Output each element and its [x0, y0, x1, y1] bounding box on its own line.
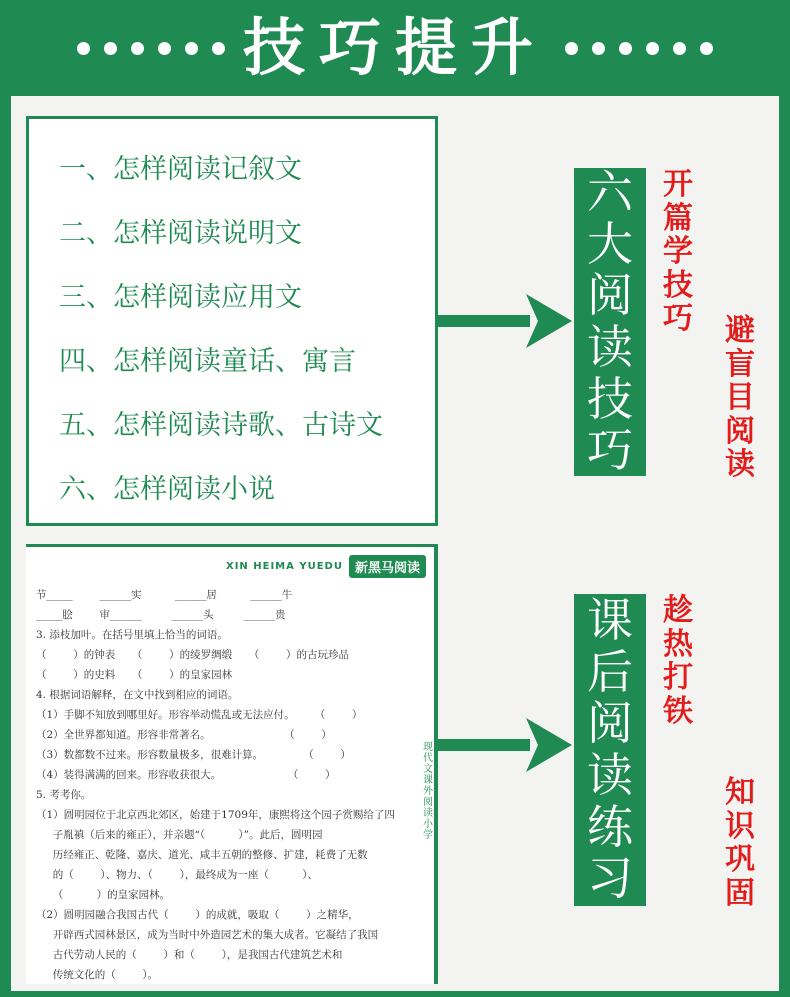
six-reading-skills-box	[574, 165, 646, 478]
banner-title: 技巧提升	[242, 11, 547, 84]
worksheet-line: （2）圆明园融合我国古代（ ）的成就，吸取（ ）之精华，	[36, 909, 359, 921]
red-char: 篇	[663, 200, 693, 236]
box-char: 阅	[587, 696, 633, 751]
side-char: 读	[423, 808, 433, 819]
worksheet-brand: 新黑马阅读	[349, 555, 426, 578]
red-char: 阅	[725, 413, 755, 449]
reading-methods-list	[26, 116, 438, 526]
arrow-right-icon	[438, 288, 574, 354]
box-char: 后	[587, 644, 633, 699]
red-char: 知	[725, 775, 755, 810]
worksheet-line: （3）数都数不过来。形容数量极多，很难计算。 （ ）	[36, 749, 351, 761]
side-char: 代	[423, 753, 433, 764]
red-label-consolidate-knowledge	[722, 776, 758, 910]
worksheet-line: （ ）的钟表 （ ）的绫罗绸缎 （ ）的古玩珍品	[36, 649, 349, 661]
worksheet-line: （ ）的皇家园林。	[36, 889, 171, 901]
worksheet-line: 历经雍正、乾隆、嘉庆、道光、咸丰五朝的整修、扩建，耗费了无数	[36, 849, 368, 861]
red-char: 开	[663, 167, 693, 202]
side-char: 现	[423, 742, 433, 753]
worksheet-line: 的（ ）、物力、（ ），最终成为一座（ ）、	[36, 869, 318, 881]
red-char: 巩	[725, 842, 755, 878]
box-char: 读	[587, 320, 633, 374]
red-char: 读	[725, 447, 755, 483]
red-char: 铁	[663, 693, 693, 729]
box-char: 阅	[587, 268, 633, 323]
dots-right	[565, 42, 713, 55]
worksheet-photo	[26, 544, 438, 984]
title-banner	[0, 0, 790, 96]
worksheet-line: _____脍 审______ ______头 ______贵	[36, 609, 286, 621]
worksheet-line: 传统文化的（ ）。	[36, 969, 159, 981]
red-char: 识	[725, 808, 755, 844]
box-char: 大	[587, 216, 633, 271]
worksheet-line: 节_____ ______实 ______居 ______牛	[36, 589, 293, 601]
menu-item-1: 一、怎样阅读记叙文	[59, 154, 302, 185]
worksheet-line: （ ）的史料 （ ）的皇家园林	[36, 669, 233, 681]
red-char: 避	[725, 313, 755, 348]
worksheet-line: 4. 根据词语解释，在文中找到相应的词语。	[36, 689, 239, 701]
red-label-learn-skills	[660, 168, 696, 336]
side-char: 课	[423, 775, 433, 786]
red-char: 打	[663, 660, 693, 696]
box-char: 读	[587, 748, 633, 802]
worksheet-line: 5. 考考你。	[36, 789, 92, 801]
menu-item-5: 五、怎样阅读诗歌、古诗文	[59, 410, 383, 441]
arrow-right-icon	[438, 712, 574, 778]
menu-item-4: 四、怎样阅读童话、寓言	[59, 346, 356, 377]
worksheet-line: 子胤禛（后来的雍正），并亲题“（ ）”。此后，圆明园	[36, 829, 323, 841]
box-char: 练	[587, 799, 633, 854]
red-char: 盲	[725, 346, 755, 382]
worksheet-line: （1）圆明园位于北京西北郊区，始建于1709年，康熙将这个园子赏赐给了四	[36, 809, 395, 821]
box-char: 技	[587, 371, 633, 426]
side-char: 阅	[423, 797, 433, 808]
worksheet-line: 开辟西式园林景区，成为当时中外造园艺术的集大成者。它凝结了我国	[36, 929, 379, 941]
worksheet-side-label	[421, 742, 435, 841]
menu-item-6: 六、怎样阅读小说	[59, 474, 275, 505]
menu-item-2: 二、怎样阅读说明文	[59, 218, 302, 249]
worksheet-line: （4）装得满满的回来。形容收获很大。 （ ）	[36, 769, 336, 781]
worksheet-line: （2）全世界都知道。形容非常著名。 （ ）	[36, 729, 332, 741]
red-char: 热	[663, 626, 693, 662]
box-char: 课	[587, 593, 633, 648]
after-class-practice-box	[574, 594, 646, 906]
red-char: 学	[663, 234, 693, 270]
worksheet-header	[226, 555, 426, 578]
box-char: 习	[587, 851, 633, 906]
worksheet-edge	[434, 547, 438, 984]
worksheet-line: 古代劳动人民的（ ）和（ ），是我国古代建筑艺术和	[36, 949, 343, 961]
red-label-strike-while-hot	[660, 594, 696, 728]
red-label-avoid-blind-reading	[722, 314, 758, 482]
dots-left	[77, 42, 225, 55]
worksheet-pinyin: XIN HEIMA YUEDU	[225, 561, 343, 572]
box-char: 六	[587, 165, 633, 220]
red-char: 固	[725, 875, 755, 911]
side-char: 小	[423, 819, 433, 830]
red-char: 技	[663, 267, 693, 303]
red-char: 巧	[663, 301, 693, 337]
side-char: 学	[423, 830, 433, 841]
side-char: 外	[423, 786, 433, 797]
red-char: 趁	[663, 593, 693, 628]
side-char: 文	[423, 764, 433, 775]
box-char: 巧	[587, 423, 633, 478]
menu-item-3: 三、怎样阅读应用文	[59, 282, 302, 313]
worksheet-line: （1）手脚不知放到哪里好。形容举动慌乱或无法应付。 （ ）	[36, 709, 363, 721]
worksheet-line: 3. 添枝加叶。在括号里填上恰当的词语。	[36, 629, 228, 641]
red-char: 目	[725, 380, 755, 416]
